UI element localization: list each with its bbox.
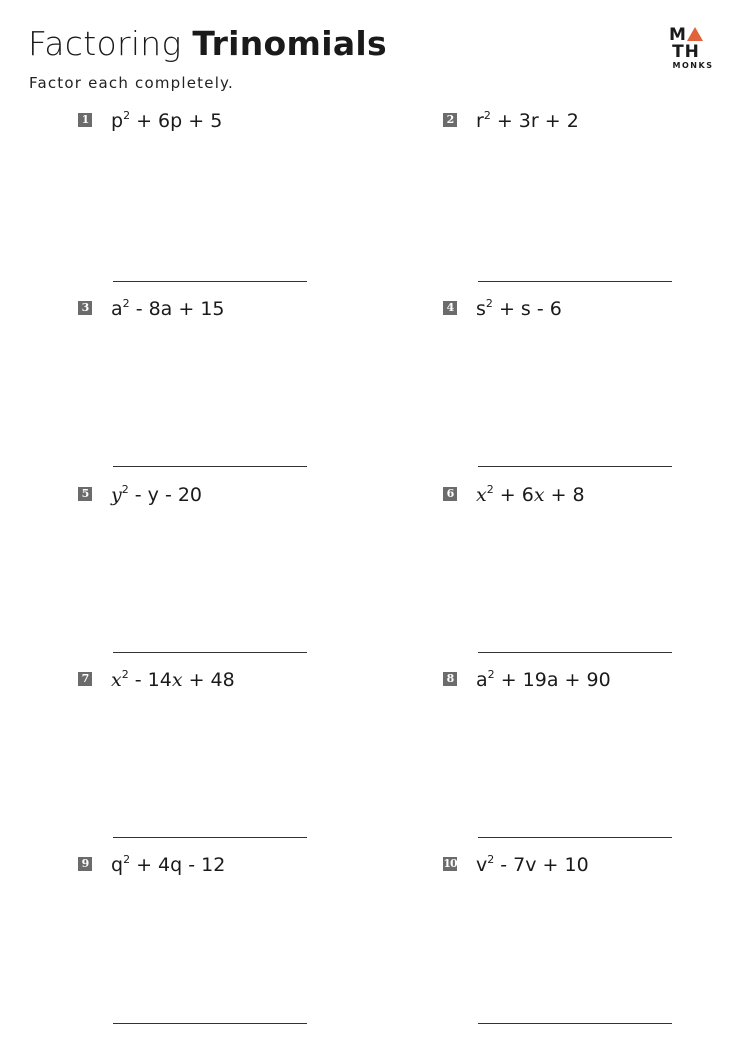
answer-line[interactable]	[113, 1023, 307, 1024]
page-title	[28, 24, 387, 63]
problem-number-badge: 4	[443, 301, 457, 315]
problem-expression	[111, 297, 225, 320]
instructions: Factor each completely.	[29, 74, 234, 92]
problem-number-badge: 9	[78, 857, 92, 871]
problem-number-badge: 10	[443, 857, 457, 870]
exponent: 2	[486, 483, 494, 496]
expression-term: + 3r + 2	[490, 110, 579, 132]
expression-term: + 8	[544, 484, 585, 506]
exponent: 2	[121, 668, 129, 681]
expression-term: v	[476, 854, 488, 876]
expression-term: x	[476, 484, 487, 506]
exponent: 2	[122, 297, 130, 310]
exponent: 2	[485, 297, 493, 310]
exponent: 2	[487, 668, 495, 681]
expression-term: x	[533, 484, 545, 506]
math-monks-logo	[656, 27, 716, 70]
problem-number-badge: 1	[78, 113, 92, 127]
answer-line[interactable]	[478, 281, 672, 282]
title-bold: Trinomials	[192, 24, 387, 63]
answer-line[interactable]	[478, 466, 672, 467]
expression-term: p	[111, 110, 124, 132]
expression-term: - 7v + 10	[494, 854, 589, 876]
answer-line[interactable]	[478, 1023, 672, 1024]
logo-monks: MONKS	[672, 61, 714, 70]
expression-term: - y - 20	[128, 484, 203, 506]
problem-number-badge: 7	[78, 672, 92, 686]
problem-number-badge: 3	[78, 301, 92, 315]
problem-expression	[111, 668, 235, 691]
logo-th: TH	[672, 42, 700, 62]
expression-term: a	[476, 669, 488, 691]
problem-expression	[111, 853, 225, 876]
problem-expression	[111, 483, 202, 506]
expression-term: x	[111, 669, 122, 691]
expression-term: x	[171, 669, 183, 691]
answer-line[interactable]	[113, 281, 307, 282]
problem-number-badge: 6	[443, 487, 457, 501]
problem-number-badge: 5	[78, 487, 92, 501]
expression-term: - 8a + 15	[129, 298, 225, 320]
expression-term: y	[111, 484, 122, 506]
problem-expression	[476, 668, 611, 691]
problem-expression	[476, 483, 585, 506]
exponent: 2	[123, 109, 131, 122]
problem-number-badge: 2	[443, 113, 457, 127]
expression-term: + s - 6	[492, 298, 562, 320]
expression-term: + 4q - 12	[130, 854, 226, 876]
problem-expression	[111, 109, 222, 132]
problem-expression	[476, 297, 562, 320]
expression-term: r	[476, 110, 484, 132]
logo-m: M	[669, 25, 687, 45]
expression-term: + 6	[493, 484, 534, 506]
exponent: 2	[483, 109, 491, 122]
answer-line[interactable]	[478, 837, 672, 838]
exponent: 2	[121, 483, 129, 496]
answer-line[interactable]	[478, 652, 672, 653]
problem-number-badge: 8	[443, 672, 457, 686]
expression-term: a	[111, 298, 123, 320]
logo-triangle-icon	[687, 27, 703, 41]
expression-term: - 14	[128, 669, 172, 691]
answer-line[interactable]	[113, 652, 307, 653]
expression-term: + 48	[182, 669, 235, 691]
title-light: Factoring	[28, 24, 193, 63]
exponent: 2	[123, 853, 131, 866]
answer-line[interactable]	[113, 466, 307, 467]
expression-term: s	[476, 298, 486, 320]
answer-line[interactable]	[113, 837, 307, 838]
problem-expression	[476, 853, 589, 876]
exponent: 2	[487, 853, 495, 866]
problem-expression	[476, 109, 579, 132]
expression-term: q	[111, 854, 124, 876]
expression-term: + 19a + 90	[494, 669, 611, 691]
expression-term: + 6p + 5	[130, 110, 223, 132]
